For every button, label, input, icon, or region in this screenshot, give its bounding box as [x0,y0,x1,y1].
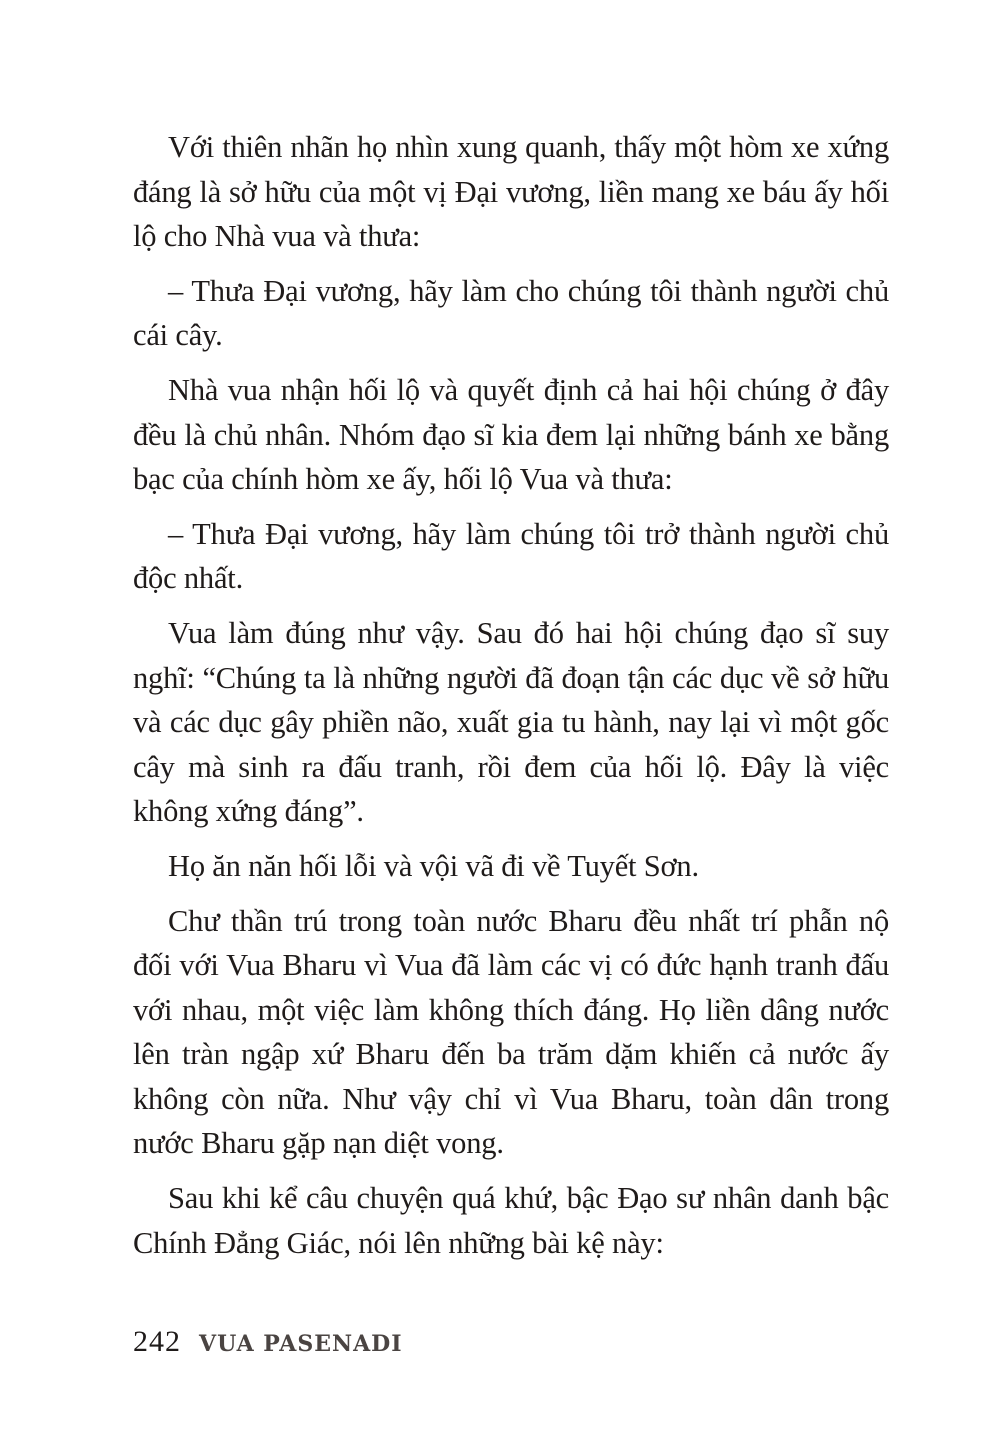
paragraph-dialogue: – Thưa Đại vương, hãy làm cho chúng tôi thành người chủ cái cây. [133,273,889,353]
paragraph: Nhà vua nhận hối lộ và quyết định cả hai hội chúng ở đây đều là chủ nhân. Nhóm đạo sĩ kia đem lại những bánh xe bằng bạc của chính hòm xe ấy, hối lộ Vua và thưa: [133,372,889,497]
paragraph: Với thiên nhãn họ nhìn xung quanh, thấy một hòm xe xứng đáng là sở hữu của một vị Đại vương, liền mang xe báu ấy hối lộ cho Nhà vua và thưa: [133,130,889,254]
page-body [133,125,889,1275]
page-number: 242 [133,1325,181,1358]
paragraph-dialogue: – Thưa Đại vương, hãy làm chúng tôi trở thành người chủ độc nhất. [133,516,889,596]
paragraph: Họ ăn năn hối lỗi và vội vã đi về Tuyết Sơn. [168,848,699,883]
paragraph: Vua làm đúng như vậy. Sau đó hai hội chúng đạo sĩ suy nghĩ: “Chúng ta là những người đã đoạn tận các dục về sở hữu và các dục gây phiền não, xuất gia tu hành, nay lại vì một gốc cây mà sinh ra đấu tranh, rồi đem của hối lộ. Đây là việc không xứng đáng”. [133,615,889,829]
paragraph: Sau khi kể câu chuyện quá khứ, bậc Đạo sư nhân danh bậc Chính Đẳng Giác, nói lên những bài kệ này: [133,1181,889,1260]
page-footer [133,1325,403,1359]
running-title: VUA PASENADI [199,1331,403,1357]
paragraph: Chư thần trú trong toàn nước Bharu đều nhất trí phẫn nộ đối với Vua Bharu vì Vua đã làm các vị có đức hạnh tranh đấu với nhau, một việc làm không thích đáng. Họ liền dâng nước lên tràn ngập xứ Bharu đến ba trăm dặm khiến cả nước ấy không còn nữa. Như vậy chỉ vì Vua Bharu, toàn dân trong nước Bharu gặp nạn diệt vong. [133,903,889,1161]
